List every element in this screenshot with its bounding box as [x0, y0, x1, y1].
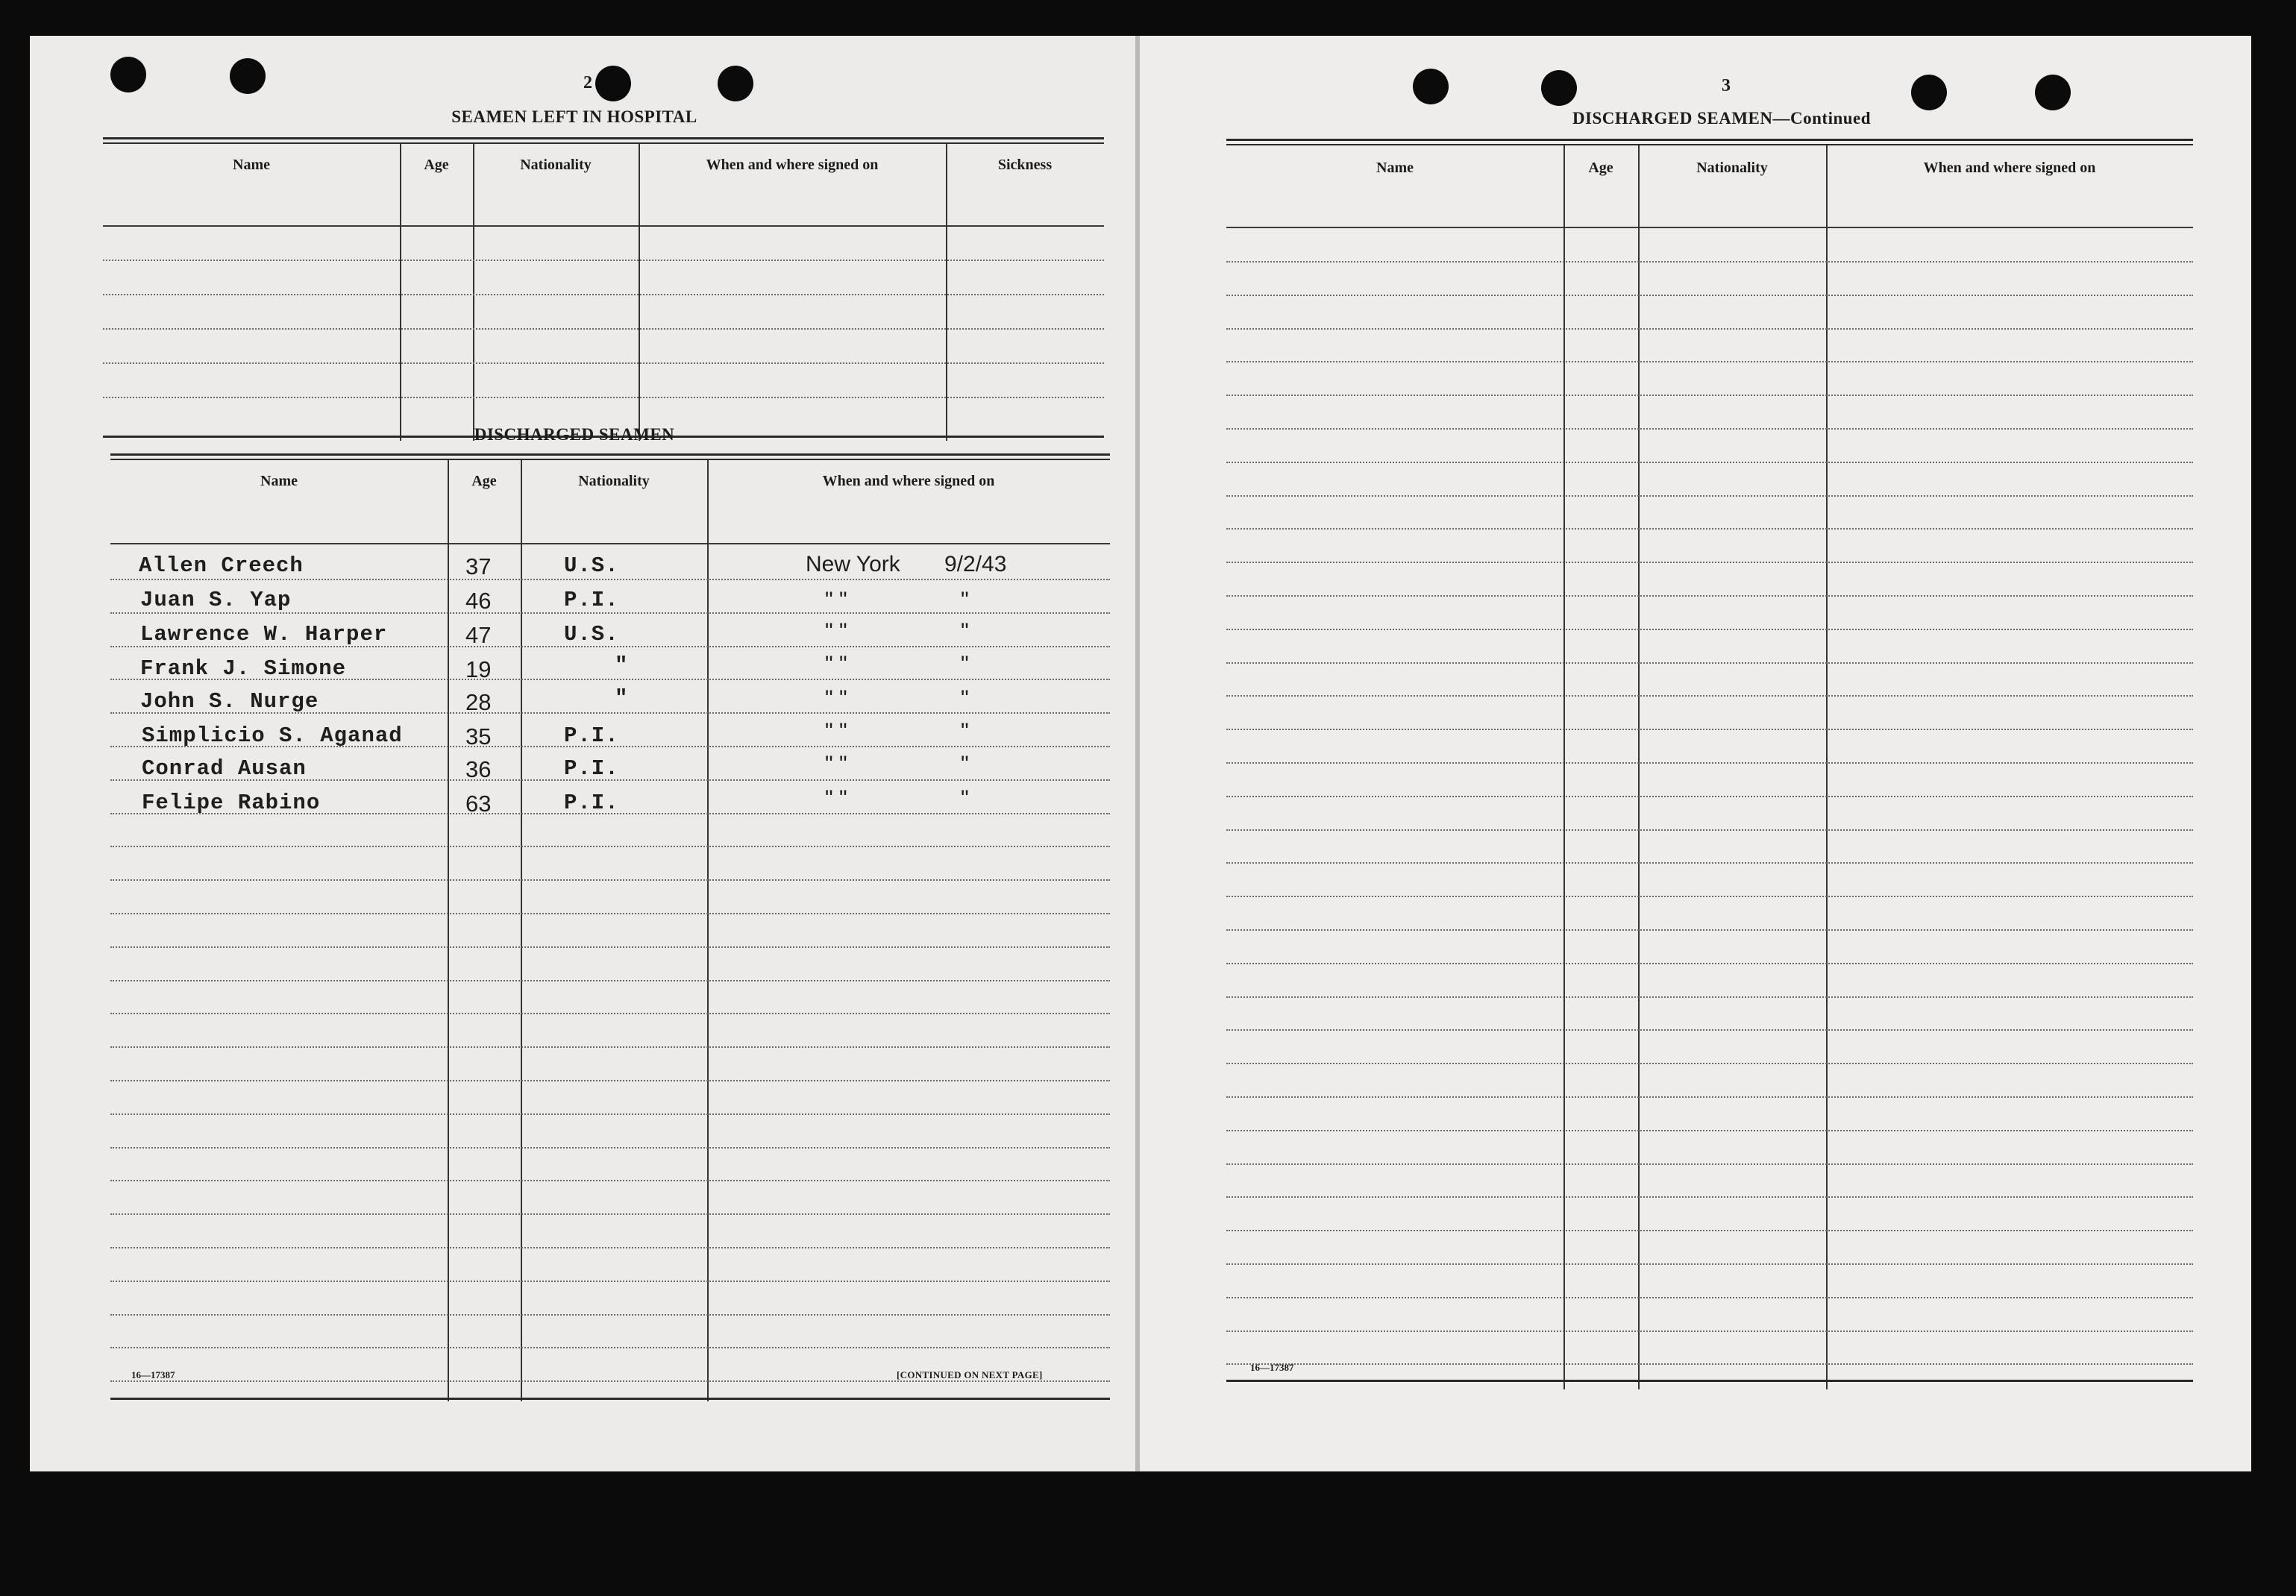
ruled-line — [1226, 295, 2193, 296]
signed-on-date: " — [961, 619, 969, 644]
signed-on-place: " " — [825, 686, 847, 711]
signed-on-date: " — [961, 752, 969, 776]
signed-on-place: " " — [825, 588, 847, 612]
ruled-line — [1226, 796, 2193, 797]
ruled-line — [1226, 1096, 2193, 1098]
ruled-line — [1226, 862, 2193, 864]
column-header: Nationality — [1696, 160, 1768, 176]
signed-on-place: " " — [825, 752, 847, 776]
ruled-line — [110, 612, 1110, 614]
hospital-table — [103, 137, 1104, 440]
seaman-age: 35 — [465, 723, 492, 750]
punch-hole — [1541, 70, 1577, 106]
seaman-nationality: P.I. — [564, 723, 619, 748]
discharged-continued-table — [1226, 139, 2193, 1392]
signed-on-place: " " — [825, 619, 847, 644]
ruled-line — [1226, 829, 2193, 831]
signed-on-date: " — [961, 588, 969, 612]
ruled-line — [110, 1113, 1110, 1115]
ruled-line — [1226, 1330, 2193, 1332]
ruled-line — [1226, 428, 2193, 430]
column-header: Nationality — [578, 473, 650, 489]
seaman-name: Conrad Ausan — [142, 756, 307, 781]
seaman-age: 36 — [465, 756, 492, 782]
column-header: Name — [260, 473, 298, 489]
punch-hole — [1911, 75, 1947, 110]
ruled-line — [1226, 896, 2193, 897]
ruled-line — [1226, 1196, 2193, 1198]
ruled-line — [1226, 1230, 2193, 1231]
title-suffix: —Continued — [1772, 109, 1872, 128]
seaman-age: 47 — [465, 622, 492, 648]
ruled-line — [1226, 762, 2193, 764]
ruled-line — [1226, 1297, 2193, 1298]
signed-on-place: " " — [825, 652, 847, 676]
ruled-line — [1226, 963, 2193, 964]
ruled-line — [1226, 729, 2193, 730]
ruled-line — [110, 1281, 1110, 1282]
column-header: Nationality — [520, 157, 592, 173]
ruled-line — [1226, 1029, 2193, 1031]
column-header: When and where signed on — [1923, 160, 2096, 176]
ruled-line — [1226, 361, 2193, 362]
seaman-nationality: " — [615, 686, 629, 711]
ruled-line — [1226, 695, 2193, 697]
ruled-line — [1226, 462, 2193, 463]
column-header: Sickness — [997, 157, 1053, 173]
ruled-line — [1226, 261, 2193, 263]
continued-note: [CONTINUED ON NEXT PAGE] — [897, 1369, 1043, 1380]
column-header: When and where signed on — [822, 473, 995, 489]
ruled-line — [1226, 495, 2193, 497]
punch-hole — [718, 66, 753, 101]
ruled-line — [1226, 629, 2193, 630]
hospital-section-title: SEAMEN LEFT IN HOSPITAL — [451, 107, 697, 126]
ruled-line — [110, 913, 1110, 914]
seaman-name: John S. Nurge — [140, 689, 319, 714]
ruled-line — [1226, 1163, 2193, 1165]
punch-hole — [230, 58, 266, 94]
ruled-line — [1226, 662, 2193, 664]
signed-on-place: " " — [825, 719, 847, 744]
column-header: When and where signed on — [706, 157, 879, 173]
title-main: DISCHARGED SEAMEN — [1572, 109, 1773, 128]
seaman-name: Frank J. Simone — [140, 656, 347, 681]
ruled-line — [1226, 929, 2193, 931]
punch-hole — [2035, 75, 2071, 110]
ruled-line — [1226, 1063, 2193, 1064]
seaman-name: Felipe Rabino — [142, 791, 321, 815]
ruled-line — [1226, 562, 2193, 563]
seaman-nationality: " — [615, 653, 629, 678]
ruled-line — [110, 1046, 1110, 1048]
ruled-line — [1226, 395, 2193, 396]
ruled-line — [110, 1147, 1110, 1149]
page-number: 3 — [1722, 76, 1731, 95]
seaman-nationality: P.I. — [564, 756, 619, 781]
ruled-line — [110, 579, 1110, 580]
discharged-table — [110, 453, 1110, 1401]
seaman-name: Allen Creech — [139, 553, 304, 578]
seaman-age: 37 — [465, 553, 492, 579]
signed-on-place: New York — [806, 552, 900, 576]
signed-on-date: " — [961, 686, 969, 711]
punch-hole — [110, 57, 146, 92]
ruled-line — [110, 1314, 1110, 1316]
seaman-name: Juan S. Yap — [140, 588, 292, 612]
form-code: 16—17387 — [131, 1369, 175, 1380]
seaman-nationality: U.S. — [564, 622, 619, 647]
ruled-line — [110, 1213, 1110, 1215]
ruled-line — [1226, 528, 2193, 530]
seaman-nationality: P.I. — [564, 791, 619, 815]
column-header: Age — [424, 157, 449, 173]
seaman-name: Lawrence W. Harper — [140, 622, 388, 647]
page-number: 2 — [583, 73, 592, 92]
ruled-line — [110, 980, 1110, 981]
ruled-line — [110, 1080, 1110, 1081]
signed-on-date: " — [961, 652, 969, 676]
signed-on-date: " — [961, 719, 969, 744]
seaman-age: 46 — [465, 588, 492, 614]
ruled-line — [110, 846, 1110, 847]
seaman-name: Simplicio S. Aganad — [142, 723, 403, 748]
seaman-nationality: P.I. — [564, 588, 619, 612]
ruled-line — [1226, 996, 2193, 998]
ruled-line — [110, 1180, 1110, 1181]
ruled-line — [1226, 595, 2193, 597]
ruled-line — [110, 1347, 1110, 1348]
column-header: Age — [471, 473, 497, 489]
signed-on-place: " " — [825, 786, 847, 811]
punch-hole — [595, 66, 631, 101]
ruled-line — [1226, 1263, 2193, 1265]
right-page — [1140, 36, 2251, 1471]
discharged-section-title: DISCHARGED SEAMEN — [474, 425, 675, 444]
column-header: Name — [1376, 160, 1414, 176]
ruled-line — [110, 946, 1110, 948]
column-header: Name — [233, 157, 270, 173]
ruled-line — [1226, 328, 2193, 330]
signed-on-date: 9/2/43 — [944, 552, 1007, 576]
ruled-line — [110, 1247, 1110, 1248]
discharged-continued-title — [1528, 109, 1916, 128]
column-header: Age — [1588, 160, 1613, 176]
ruled-line — [1226, 1363, 2193, 1365]
seaman-age: 28 — [465, 689, 492, 715]
signed-on-date: " — [961, 786, 969, 811]
form-code: 16—17387 — [1250, 1362, 1294, 1373]
ruled-line — [1226, 1130, 2193, 1131]
ruled-line — [110, 879, 1110, 881]
left-page — [30, 36, 1138, 1471]
seaman-age: 19 — [465, 656, 492, 682]
seaman-age: 63 — [465, 791, 492, 817]
ruled-line — [110, 1013, 1110, 1014]
punch-hole — [1413, 69, 1449, 104]
seaman-nationality: U.S. — [564, 553, 619, 578]
